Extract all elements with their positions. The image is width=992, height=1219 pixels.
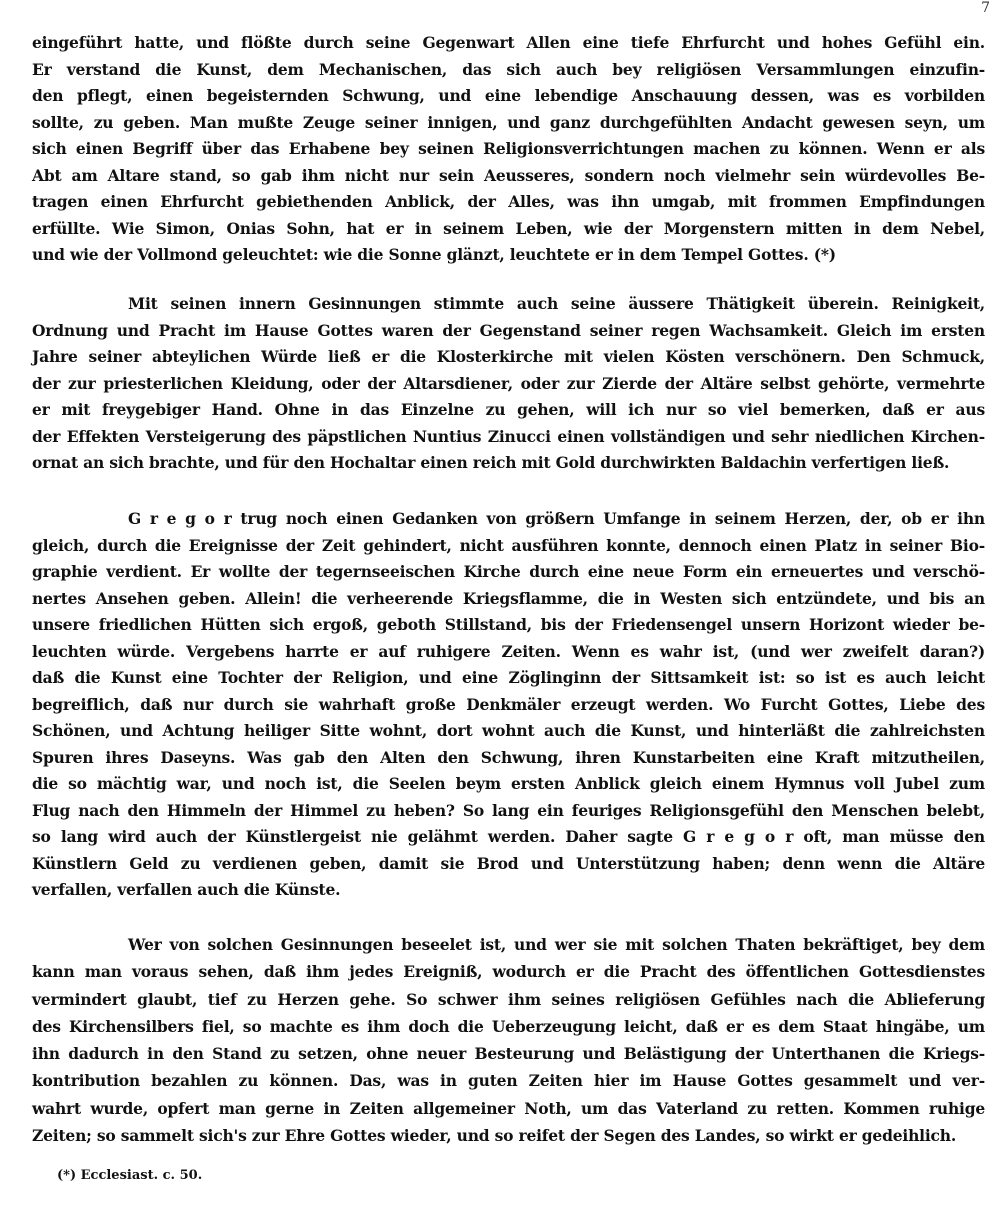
text-line: ornat an sich brachte, und für den Hochaltar einen reich mit Gold durchwirkten Baldachin verfertigen ließ.: [32, 453, 950, 472]
text-line: die so mächtig war, und noch ist, die Seelen beym ersten Anblick gleich einem Hymnus voll Jubel zum: [32, 774, 985, 793]
text-line: daß die Kunst eine Tochter der Religion, und eine Zöglinginn der Sittsamkeit ist: so ist es auch leicht: [32, 668, 985, 687]
text-line: G r e g o r trug noch einen Gedanken von größern Umfange in seinem Herzen, der, ob er ihn: [128, 509, 985, 528]
text-line: Ordnung und Pracht im Hause Gottes waren der Gegenstand seiner regen Wachsamkeit. Gleich im ersten: [32, 320, 985, 340]
text-line: begreiflich, daß nur durch sie wahrhaft große Denkmäler erzeugt werden. Wo Furcht Gottes, Liebe des: [32, 694, 985, 714]
page-number: 7: [981, 0, 990, 16]
paragraph-2: [32, 291, 985, 477]
paragraph-3: [32, 506, 985, 904]
text-line: graphie verdient. Er wollte der tegernseeischen Kirche durch eine neue Form ein erneuertes und verschö-: [32, 562, 985, 581]
text-line: leuchten würde. Vergebens harrte er auf ruhigere Zeiten. Wenn es wahr ist, (und wer zweifelt daran?): [32, 641, 985, 661]
text-line: gleich, durch die Ereignisse der Zeit gehindert, nicht ausführen konnte, dennoch einen Platz in seiner Bio-: [32, 535, 985, 555]
text-line: den pflegt, einen begeisternden Schwung, und eine lebendige Anschauung dessen, was es vorbilden: [32, 86, 985, 105]
text-line: eingeführt hatte, und flößte durch seine Gegenwart Allen eine tiefe Ehrfurcht und hohes Gefühl ein.: [32, 33, 985, 52]
text-line: verfallen, verfallen auch die Künste.: [32, 880, 341, 899]
text-line: sich einen Begriff über das Erhabene bey seinen Religionsverrichtungen machen zu können. Wenn er als: [32, 139, 985, 158]
text-line: Er verstand die Kunst, dem Mechanischen, das sich auch bey religiösen Versammlungen einzufin-: [32, 59, 985, 79]
paragraph-1: [32, 30, 985, 269]
text-line: tragen einen Ehrfurcht gebiethenden Anblick, der Alles, was ihn umgab, mit frommen Empfindungen: [32, 192, 985, 211]
text-line: Zeiten; so sammelt sich's zur Ehre Gottes wieder, und so reifet der Segen des Landes, so wirkt er gedeihlich.: [32, 1126, 957, 1146]
paragraph-4: [32, 931, 985, 1149]
text-line: Schönen, und Achtung heiliger Sitte wohnt, dort wohnt auch die Kunst, und hinterläßt die zahlreichsten: [32, 721, 985, 740]
text-line: des Kirchensilbers fiel, so machte es ihm doch die Ueberzeugung leicht, daß er es dem Staat hingäbe, um: [32, 1016, 985, 1036]
text-line: Künstlern Geld zu verdienen geben, damit sie Brod und Unterstützung haben; denn wenn die Altäre: [32, 853, 985, 873]
text-line: Jahre seiner abteylichen Würde ließ er die Klosterkirche mit vielen Kösten verschönern. Den Schmuck,: [32, 347, 985, 366]
text-line: Wer von solchen Gesinnungen beseelet ist, und wer sie mit solchen Thaten bekräftiget, bey dem: [128, 935, 985, 954]
text-line: unsere friedlichen Hütten sich ergoß, geboth Stillstand, bis der Friedensengel unsern Horizont wieder be-: [32, 615, 985, 634]
text-line: vermindert glaubt, tief zu Herzen gehe. So schwer ihm seines religiösen Gefühles nach die Ablieferung: [32, 989, 985, 1009]
text-line: Mit seinen innern Gesinnungen stimmte auch seine äussere Thätigkeit überein. Reinigkeit,: [128, 294, 985, 313]
text-line: er mit freygebiger Hand. Ohne in das Einzelne zu gehen, will ich nur so viel bemerken, daß er aus: [32, 400, 985, 419]
text-line: Flug nach den Himmeln der Himmel zu heben? So lang ein feuriges Religionsgefühl den Menschen belebt,: [32, 800, 985, 820]
footnote: (*) Ecclesiast. c. 50.: [57, 1168, 203, 1183]
text-line: der Effekten Versteigerung des päpstlichen Nuntius Zinucci einen vollständigen und sehr niedlichen Kirchen-: [32, 426, 985, 446]
text-line: kann man voraus sehen, daß ihm jedes Ereigniß, wodurch er die Pracht des öffentlichen Gottesdienstes: [32, 962, 985, 982]
text-line: erfüllte. Wie Simon, Onias Sohn, hat er in seinem Leben, wie der Morgenstern mitten in dem Nebel,: [32, 218, 985, 238]
text-line: ihn dadurch in den Stand zu setzen, ohne neuer Besteurung und Belästigung der Unterthanen die Kriegs-: [32, 1044, 985, 1064]
text-line: sollte, zu geben. Man mußte Zeuge seiner innigen, und ganz durchgefühlten Andacht gewesen seyn, um: [32, 112, 985, 132]
text-line: kontribution bezahlen zu können. Das, was in guten Zeiten hier im Hause Gottes gesammelt und ver-: [32, 1071, 985, 1091]
text-line: so lang wird auch der Künstlergeist nie gelähmt werden. Daher sagte G r e g o r oft, man müsse den: [32, 827, 985, 846]
text-line: Spuren ihres Daseyns. Was gab den Alten den Schwung, ihren Kunstarbeiten eine Kraft mitzutheilen,: [32, 747, 985, 767]
text-line: wahrt wurde, opfert man gerne in Zeiten allgemeiner Noth, um das Vaterland zu retten. Kommen ruhige: [32, 1098, 985, 1118]
text-line: Abt am Altare stand, so gab ihm nicht nur sein Aeusseres, sondern noch vielmehr sein würdevolles Be-: [32, 165, 985, 185]
text-line: nertes Ansehen geben. Allein! die verheerende Kriegsflamme, die in Westen sich entzündete, und bis an: [32, 588, 985, 608]
text-line: und wie der Vollmond geleuchtet: wie die Sonne glänzt, leuchtete er in dem Tempel Gottes. (*): [32, 245, 836, 264]
text-line: der zur priesterlichen Kleidung, oder der Altarsdiener, oder zur Zierde der Altäre selbst gehörte, vermehrte: [32, 373, 985, 393]
